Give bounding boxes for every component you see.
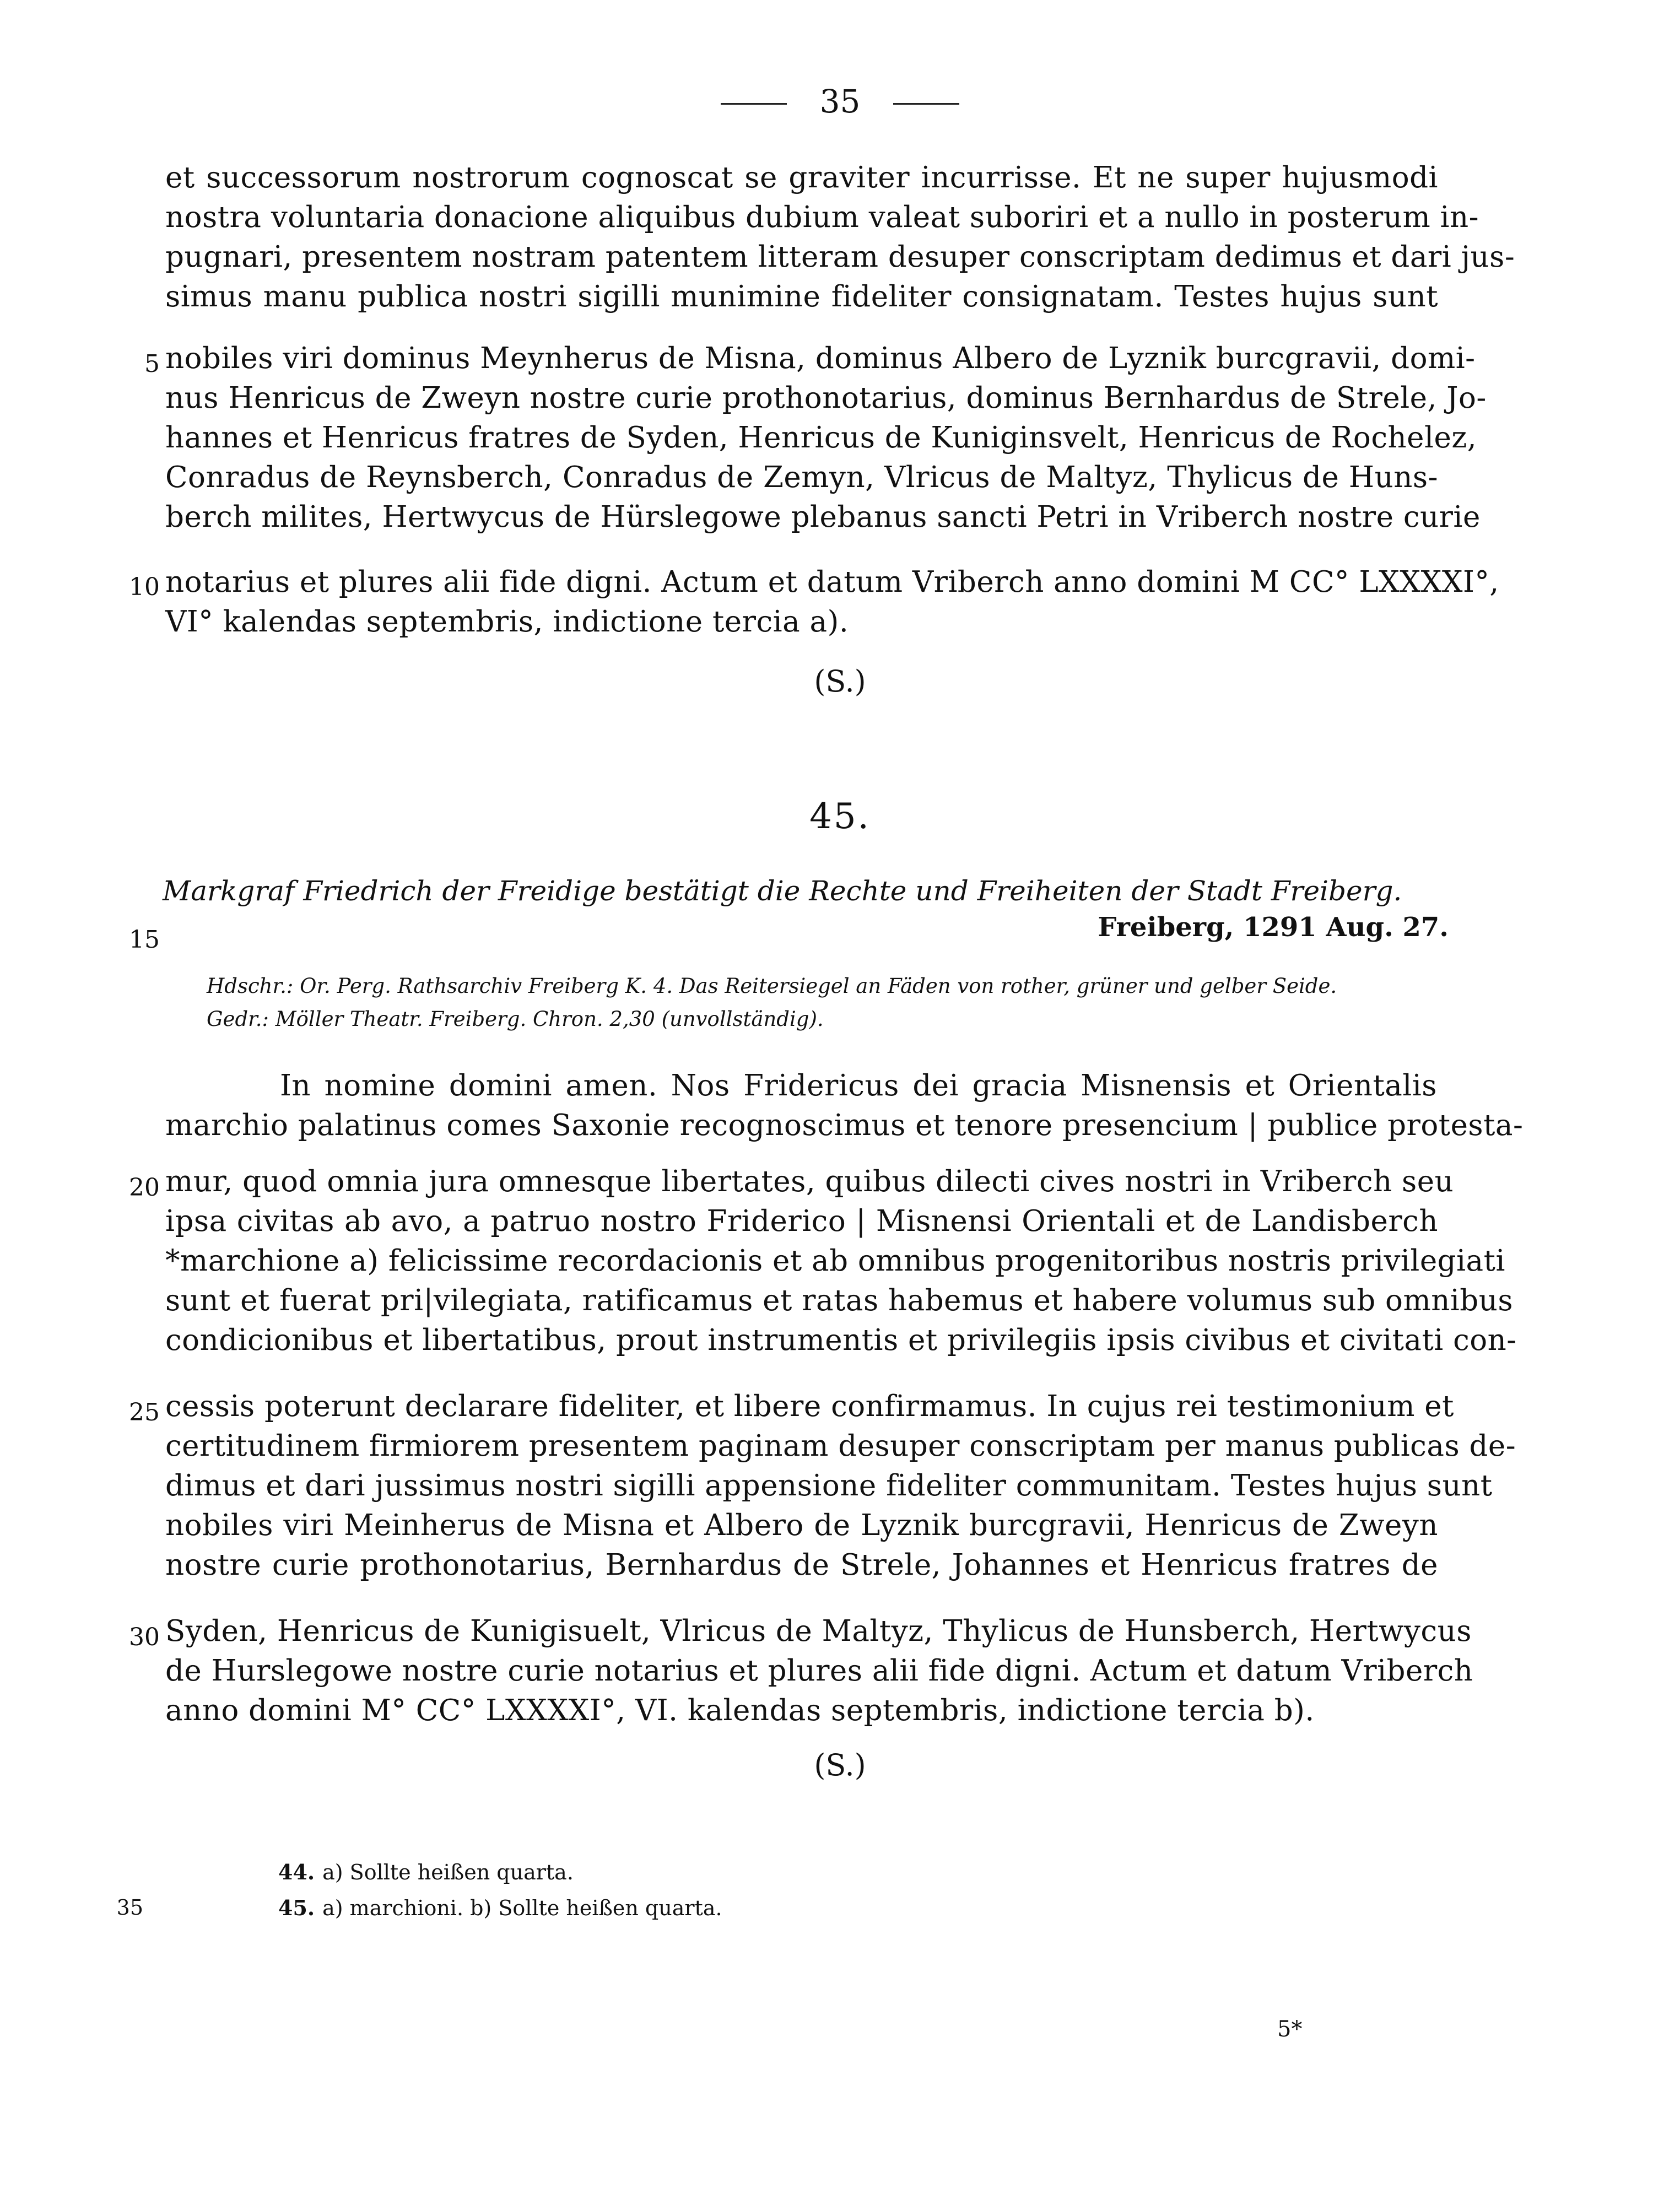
seal-mark: (S.) xyxy=(814,1748,866,1782)
text-line: nostre curie prothonotarius, Bernhardus de Strele, Johannes et Henricus fratres de xyxy=(165,1548,1438,1582)
text-line: anno domini M° CC° LXXXXI°, VI. kalendas septembris, indictione tercia b). xyxy=(165,1694,1315,1727)
text-line: Conradus de Reynsberch, Conradus de Zemyn, Vlricus de Maltyz, Thylicus de Huns- xyxy=(165,461,1438,494)
text-line: sunt et fuerat pri|vilegiata, ratificamus et ratas habemus et habere volumus sub omnibus xyxy=(165,1284,1514,1317)
document-title: Markgraf Friedrich der Freidige bestätigt die Rechte und Freiheiten der Stadt Freiberg. xyxy=(163,875,1402,907)
line-number: 35 xyxy=(116,1895,143,1920)
signature-mark: 5* xyxy=(1277,2017,1303,2042)
header-rule-right xyxy=(893,103,959,105)
line-number: 25 xyxy=(129,1398,160,1426)
document-number: 45. xyxy=(809,796,871,837)
text-line: ipsa civitas ab avo, a patruo nostro Friderico | Misnensi Orientali et de Landisberch xyxy=(165,1204,1438,1238)
source-printed: Gedr.: Möller Theatr. Freiberg. Chron. 2,30 (unvollständig). xyxy=(207,1007,824,1031)
text-line: marchio palatinus comes Saxonie recognoscimus et tenore presencium | publice protesta- xyxy=(165,1109,1524,1142)
line-number: 30 xyxy=(129,1623,160,1651)
text-line: hannes et Henricus fratres de Syden, Henricus de Kuniginsvelt, Henricus de Rochelez, xyxy=(165,421,1477,455)
footnote-number: 45. xyxy=(278,1895,315,1920)
text-line: notarius et plures alii fide digni. Actum et datum Vriberch anno domini M CC° LXXXXI°, xyxy=(165,565,1499,599)
text-line: *marchione a) felicissime recordacionis et ab omnibus progenitoribus nostris privilegiati xyxy=(165,1244,1505,1278)
text-line: nobiles viri Meinherus de Misna et Albero de Lyznik burcgravii, Henricus de Zweyn xyxy=(165,1509,1438,1542)
text-line: de Hurslegowe nostre curie notarius et plures alii fide digni. Actum et datum Vriberch xyxy=(165,1654,1473,1688)
text-line: In nomine domini amen. Nos Fridericus dei gracia Misnensis et Orientalis xyxy=(280,1069,1437,1103)
footnote-45 xyxy=(278,1895,722,1920)
line-number: 10 xyxy=(129,573,160,601)
text-line: cessis poterunt declarare fideliter, et libere confirmamus. In cujus rei testimonium et xyxy=(165,1390,1454,1423)
text-line: dimus et dari jussimus nostri sigilli appensione fideliter communitam. Testes hujus sunt xyxy=(165,1469,1493,1503)
text-line: nobiles viri dominus Meynherus de Misna, dominus Albero de Lyznik burcgravii, domi- xyxy=(165,342,1476,375)
text-line: VI° kalendas septembris, indictione tercia a). xyxy=(165,605,849,639)
line-number: 20 xyxy=(129,1174,160,1202)
footnote-text: a) Sollte heißen quarta. xyxy=(322,1860,574,1884)
text-line: nostra voluntaria donacione aliquibus dubium valeat suboriri et a nullo in posterum in- xyxy=(165,201,1479,234)
text-line: et successorum nostrorum cognoscat se graviter incurrisse. Et ne super hujusmodi xyxy=(165,161,1438,194)
footnote-44 xyxy=(278,1860,574,1884)
seal-mark: (S.) xyxy=(814,664,866,699)
source-manuscript: Hdschr.: Or. Perg. Rathsarchiv Freiberg K. 4. Das Reitersiegel an Fäden von rother, grüner und gelber Seide. xyxy=(207,974,1337,998)
text-line: certitudinem firmiorem presentem paginam desuper conscriptam per manus publicas de- xyxy=(165,1429,1516,1463)
line-number: 5 xyxy=(144,350,160,378)
text-line: Syden, Henricus de Kunigisuelt, Vlricus de Maltyz, Thylicus de Hunsberch, Hertwycus xyxy=(165,1614,1472,1648)
line-number: 15 xyxy=(129,926,160,954)
footnote-number: 44. xyxy=(278,1860,315,1884)
text-line: mur, quod omnia jura omnesque libertates, quibus dilecti cives nostri in Vriberch seu xyxy=(165,1165,1454,1198)
text-line: pugnari, presentem nostram patentem litteram desuper conscriptam dedimus et dari jus- xyxy=(165,240,1515,274)
page-number: 35 xyxy=(819,83,861,120)
text-line: berch milites, Hertwycus de Hürslegowe plebanus sancti Petri in Vriberch nostre curie xyxy=(165,500,1481,534)
text-line: condicionibus et libertatibus, prout instrumentis et privilegiis ipsis civibus et civitati con- xyxy=(165,1323,1517,1357)
text-line: simus manu publica nostri sigilli munimine fideliter consignatam. Testes hujus sunt xyxy=(165,280,1438,314)
page-header xyxy=(0,83,1680,120)
footnote-text: a) marchioni. b) Sollte heißen quarta. xyxy=(322,1896,722,1920)
text-line: nus Henricus de Zweyn nostre curie prothonotarius, dominus Bernhardus de Strele, Jo- xyxy=(165,381,1487,415)
header-rule-left xyxy=(721,103,787,105)
document-dateline: Freiberg, 1291 Aug. 27. xyxy=(1098,912,1449,943)
